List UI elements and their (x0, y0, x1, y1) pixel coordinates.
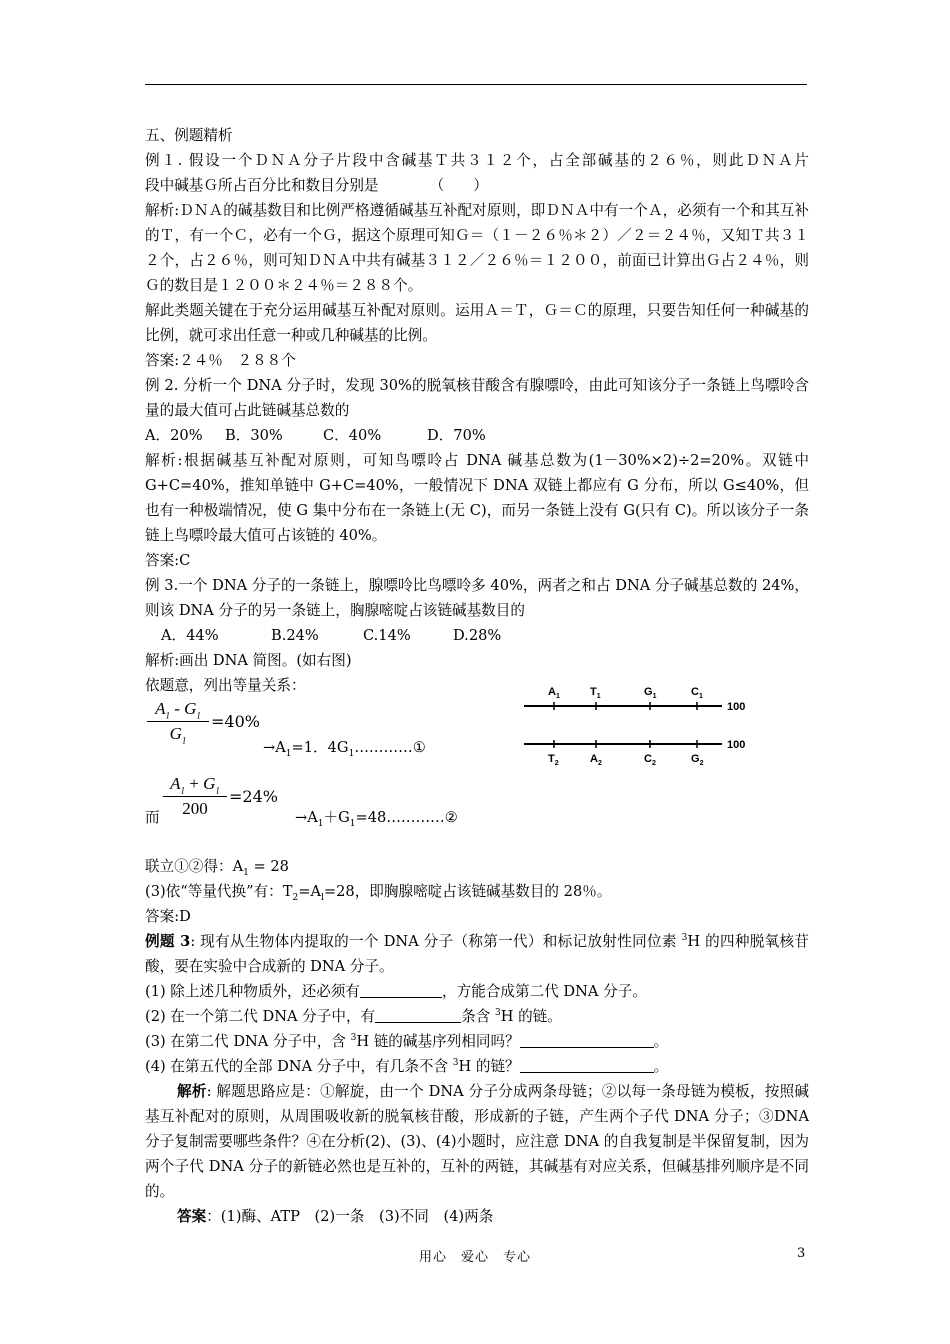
ex3-combine: 联立①②得：$A_1 = 28$ (145, 858, 289, 878)
eq2-numerator: $A_1 + G_1$ (170, 774, 220, 796)
ex4-q4: (4) 在第五代的全部 DNA 分子中，有几条不含 $^3$H 的链？ 。 (145, 1058, 669, 1075)
bottom-label: $A_2$ (590, 753, 602, 767)
ex3-question: 例 3.一个 DNA 分子的一条链上，腺嘌呤比鸟嘌呤多 40%，两者之和占 DNA 分子碱基总数的 24%，则该 DNA 分子的另一条链上，胸腺嘧啶占该链碱基数目的 (145, 577, 809, 619)
ex4-q1-blank[interactable] (360, 981, 442, 998)
eq2-prefix: 而 (145, 809, 160, 826)
header-rule (145, 84, 807, 85)
ex4-q2: (2) 在一个第二代 DNA 分子中，有 条含 $^3$H 的链。 (145, 1008, 562, 1025)
ex4-title: 例题 3 (145, 933, 191, 950)
eq2-fraction (163, 773, 227, 820)
top-label: $C_1$ (691, 686, 703, 700)
ex2-option-d: D．70% (427, 427, 486, 444)
ex1-analysis: 解析:ＤＮＡ的碱基数目和比例严格遵循碱基互补配对原则，即ＤＮＡ中有一个Ａ，必须有一个和其互补的Ｔ，有一个Ｃ，必有一个Ｇ，据这个原理可知Ｇ＝（１－２６％＊２）／２＝２４％，又知Ｔ共３１２个，占２６％，则可知ＤＮＡ中共有碱基３１２／２６％＝１２００，前面已计算出Ｇ占２４％，则Ｇ的数目是１２００＊２４％＝２８８个。 (145, 202, 809, 294)
ex4-q3: (3) 在第二代 DNA 分子中，含 $^3$H 链的碱基序列相同吗？ 。 (145, 1033, 669, 1050)
top-label: $A_1$ (548, 686, 560, 700)
top-label: $G_1$ (644, 686, 657, 700)
dna-strand-diagram (522, 677, 762, 772)
ex3-option-c: C.14% (363, 627, 411, 644)
ex2-option-a: A．20% (145, 427, 203, 444)
ex4-q4-blank[interactable] (520, 1056, 654, 1073)
ex4-analysis: 解析: 解题思路应是：①解旋，由一个 DNA 分子分成两条母链；②以每一条母链为模板，按照碱基互补配对的原则，从周围吸收新的脱氧核苷酸，形成新的子链，产生两个子代 DNA 分子；③DNA 分子复制需要哪些条件？④在分析(2)、(3)、(4)小题时，应注意 DNA 的自我复制是半保留复制，因为两个子代 DNA 分子的新链必然也是互补的，互补的两链，其碱基有对应关系，但碱基排列顺序是不同的。 (145, 1083, 809, 1200)
bottom-label: $T_2$ (548, 753, 559, 767)
footer-motto: 用心 爱心 专心 (418, 1250, 531, 1265)
eq2-rhs: =24% (229, 787, 278, 806)
page-content (145, 123, 809, 1229)
ex1-answer: 答案:２４％ ２８８个 (145, 352, 296, 369)
eq1-denominator: $G_1$ (169, 724, 187, 746)
eq2-denominator: 200 (182, 799, 208, 818)
eq1-numerator: $A_1 - G_1$ (155, 699, 201, 721)
ex3-option-b: B.24% (271, 627, 319, 644)
ex3-option-d: D.28% (453, 627, 502, 644)
top-strand-length: 100 (727, 701, 746, 713)
ex3-options (145, 623, 809, 648)
bottom-label: $C_2$ (644, 753, 656, 767)
ex4-q1: (1) 除上述几种物质外，还必须有 ，方能合成第二代 DNA 分子。 (145, 983, 647, 1000)
ex1-key-point: 解此类题关键在于充分运用碱基互补配对原则。运用Ａ＝Ｔ，Ｇ＝Ｃ的原理，只要告知任何一种碱基的比例，就可求出任意一种或几种碱基的比例。 (145, 302, 809, 344)
ex1-question-line2: 段中碱基Ｇ所占百分比和数目分别是 （ ） (145, 177, 488, 194)
bottom-strand-length: 100 (727, 739, 746, 751)
ex3-option-a: A．44% (161, 627, 219, 644)
eq1-fraction (147, 698, 209, 745)
top-label: $T_1$ (590, 686, 601, 700)
ex4-answer: 答案：(1)酶、ATP (2)一条 (3)不同 (4)两条 (177, 1208, 494, 1225)
ex3-step3: (3)依“等量代换”有：$T_2=A_l=28$，即胸腺嘧啶占该链碱基数目的 28％。 (145, 883, 612, 903)
ex2-analysis: 解析:根据碱基互补配对原则，可知鸟嘌呤占 DNA 碱基总数为(1－30%×2)÷2=20%。双链中 G+C=40%，推知单链中 G+C=40%，一般情况下 DNA 双链上都应有 G 分布，所以 G≤40%，但也有一种极端情况，使 G 集中分布在一条链上(无 C)，而另一条链上没有 G(只有 C)。所以该分子一条链上鸟嘌呤最大值可占该链的 40%。 (145, 452, 809, 544)
ex3-answer: 答案:D (145, 908, 191, 925)
ex2-option-c: C．40% (323, 427, 382, 444)
ex4-q2-blank[interactable] (375, 1006, 461, 1023)
ex2-option-b: B．30% (225, 427, 283, 444)
eq2-result: $\to A_1+G_1=48\dots\dots\dots\dots ②$ (295, 809, 458, 829)
ex4-intro: 例题 3: 现有从生物体内提取的一个 DNA 分子（称第一代）和标记放射性同位素 $^3$H 的四种脱氧核苷酸，要在实验中合成新的 DNA 分子。 (145, 933, 809, 975)
ex3-analysis: 解析:画出 DNA 简图。(如右图) (145, 652, 352, 669)
section-title: 五、例题精析 (145, 127, 233, 144)
eq1-rhs: =40% (211, 712, 260, 731)
eq1-result: $\to A_1=1$．$4G_1\dots\dots\dots\dots ①$ (263, 739, 426, 759)
page-number: 3 (797, 1246, 806, 1261)
ex4-q3-blank[interactable] (520, 1031, 654, 1048)
ex3-relation-intro: 依题意，列出等量关系： (145, 677, 306, 694)
ex1-question-line1: 例１. 假设一个ＤＮＡ分子片段中含碱基Ｔ共３１２个，占全部碱基的２６％，则此ＤＮＡ片 (145, 152, 809, 169)
ex2-answer: 答案:C (145, 552, 191, 569)
ex2-question: 例 2. 分析一个 DNA 分子时，发现 30%的脱氧核苷酸含有腺嘌呤，由此可知该分子一条链上鸟嘌呤含量的最大值可占此链碱基总数的 (145, 377, 809, 419)
bottom-label: $G_2$ (691, 753, 704, 767)
ex2-options (145, 423, 809, 448)
